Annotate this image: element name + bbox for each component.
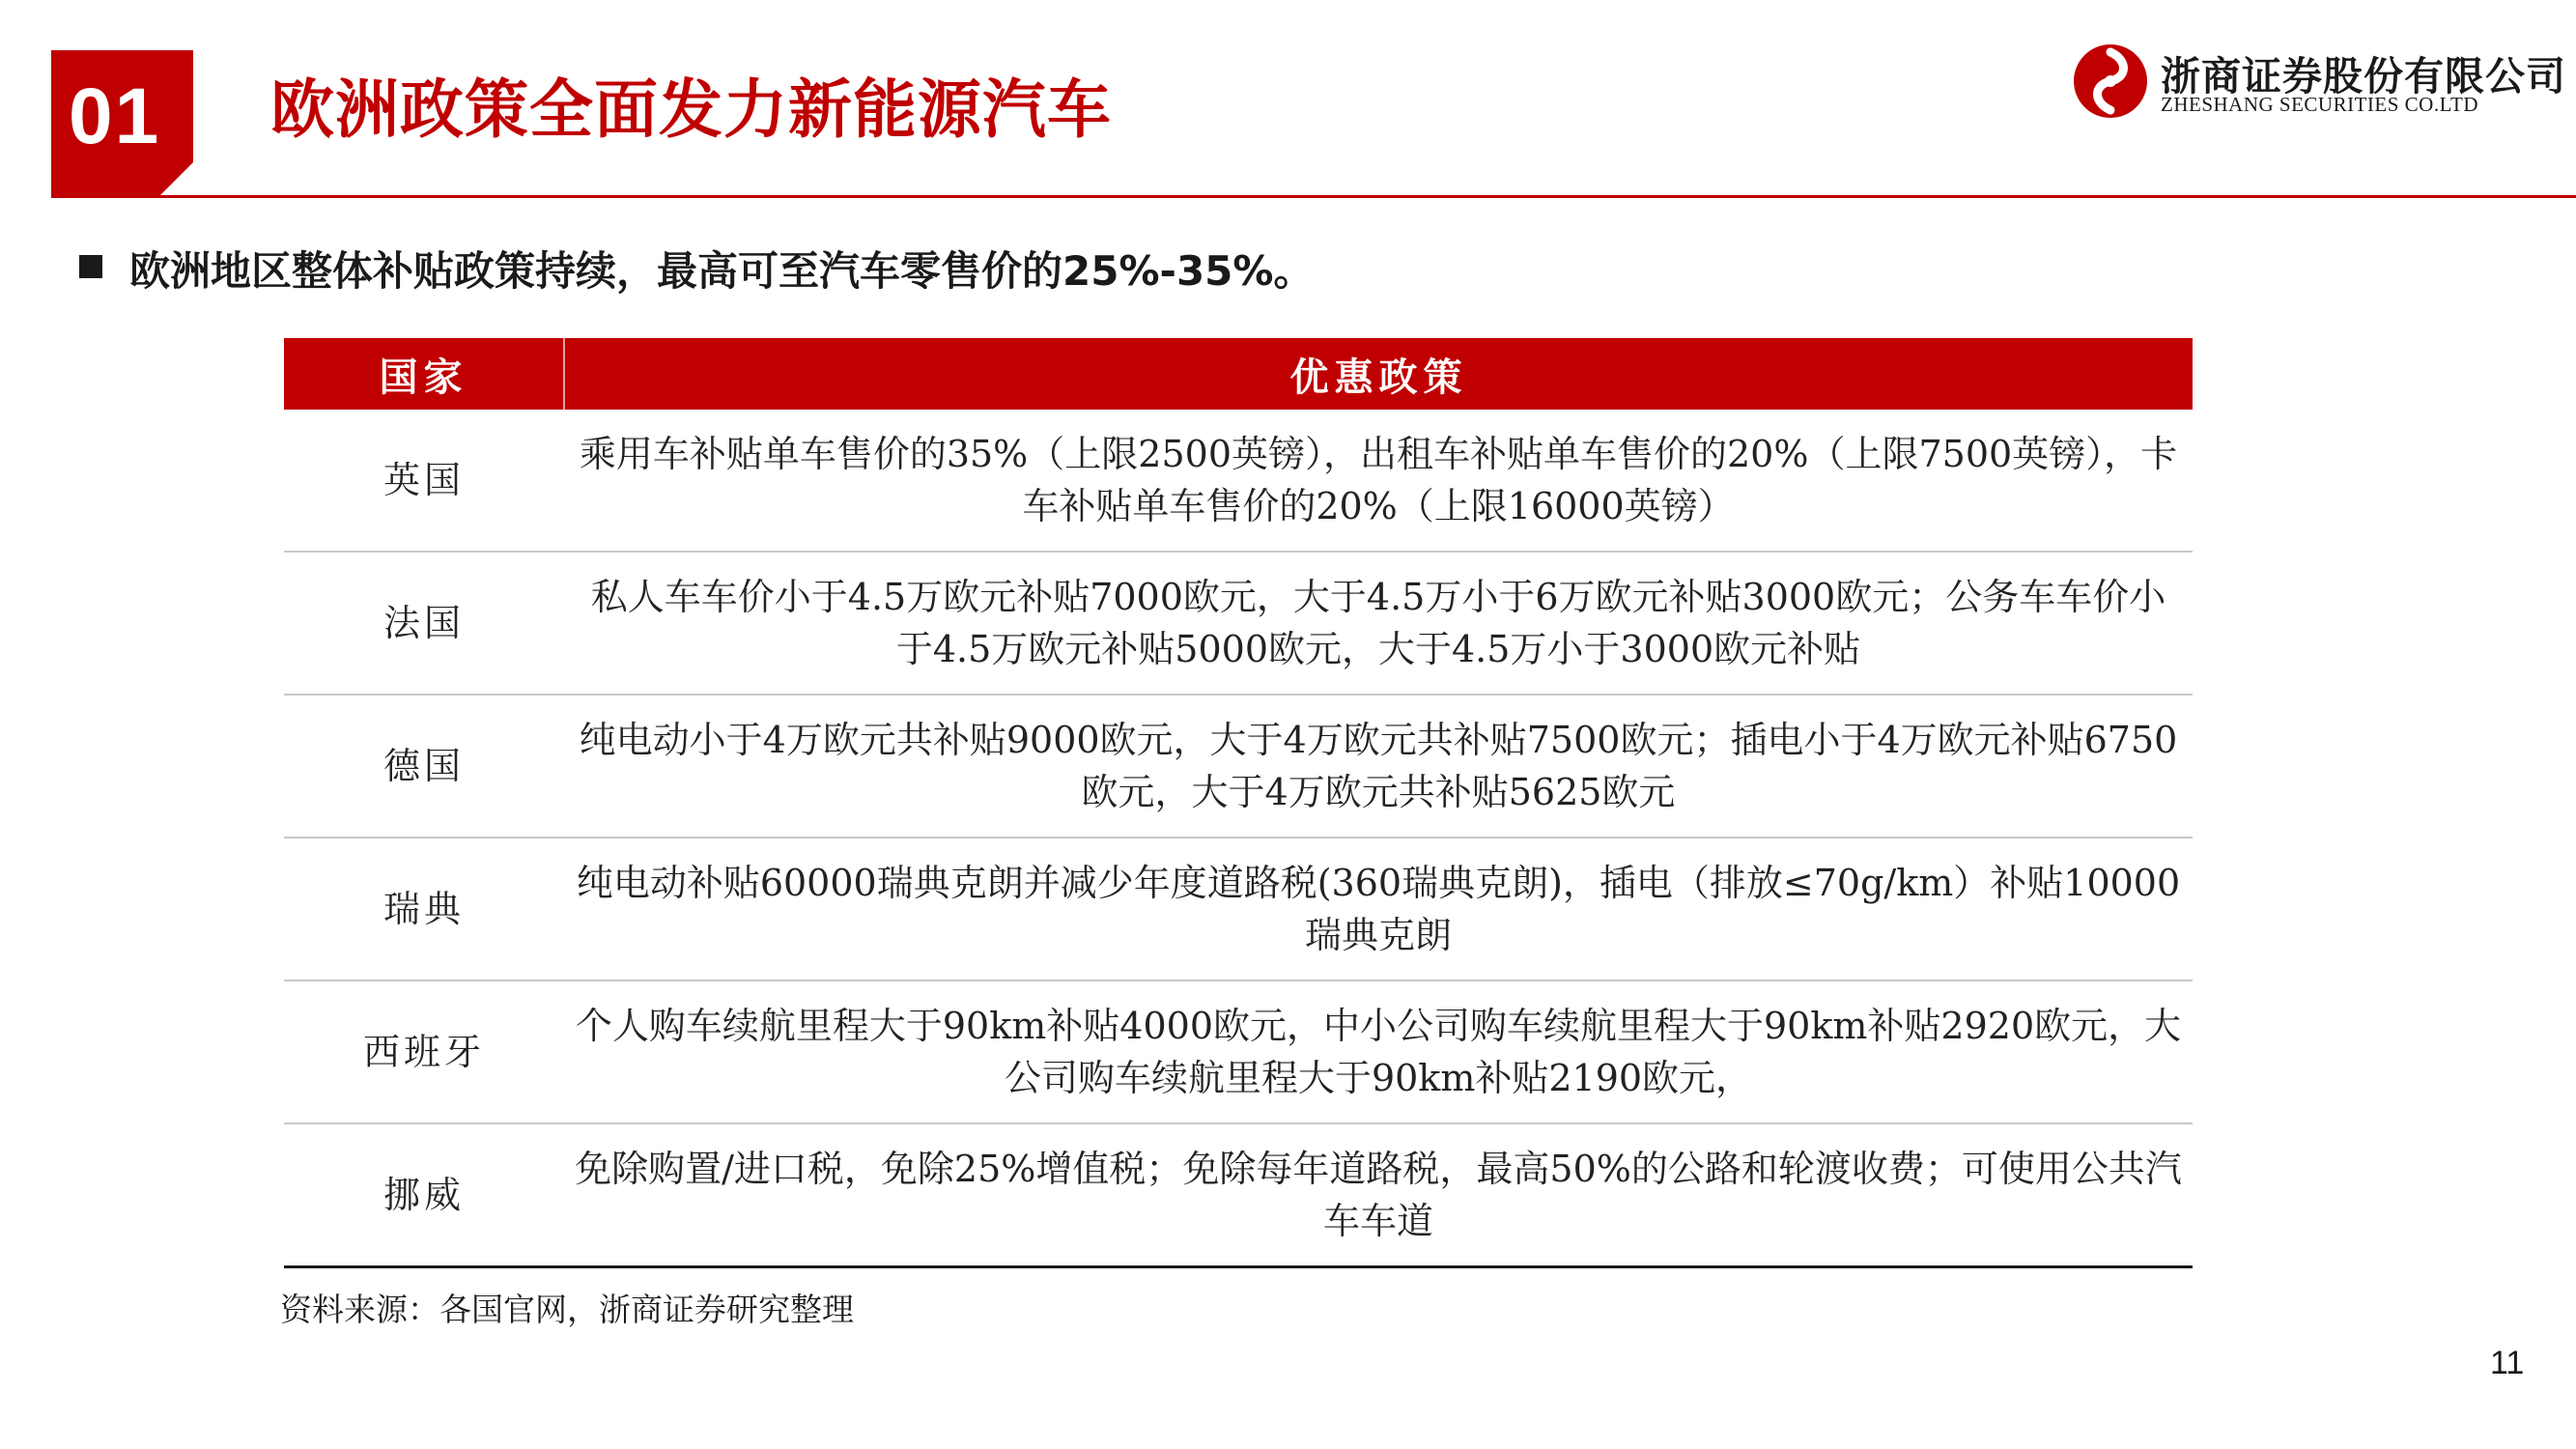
policy-table bbox=[284, 338, 2193, 1268]
policy-cell: 纯电动补贴60000瑞典克朗并减少年度道路税(360瑞典克朗)，插电（排放≤70g/km）补贴10000瑞典克朗 bbox=[564, 838, 2193, 980]
table-row bbox=[284, 838, 2193, 980]
table-header-row bbox=[284, 338, 2193, 410]
table-row bbox=[284, 552, 2193, 695]
logo-name-en: ZHESHANG SECURITIES CO.LTD bbox=[2161, 93, 2478, 116]
column-header-policy: 优惠政策 bbox=[564, 338, 2193, 410]
table-row bbox=[284, 1123, 2193, 1267]
country-cell: 德国 bbox=[284, 695, 564, 838]
table-row bbox=[284, 410, 2193, 552]
policy-cell: 纯电动小于4万欧元共补贴9000欧元，大于4万欧元共补贴7500欧元；插电小于4万欧元补贴6750欧元，大于4万欧元共补贴5625欧元 bbox=[564, 695, 2193, 838]
table-row bbox=[284, 695, 2193, 838]
policy-cell: 私人车车价小于4.5万欧元补贴7000欧元，大于4.5万小于6万欧元补贴3000欧元；公务车车价小于4.5万欧元补贴5000欧元，大于4.5万小于3000欧元补贴 bbox=[564, 552, 2193, 695]
column-header-country: 国家 bbox=[284, 338, 564, 410]
zheshang-logo-icon bbox=[2072, 43, 2149, 120]
policy-cell: 个人购车续航里程大于90km补贴4000欧元，中小公司购车续航里程大于90km补贴2920欧元，大公司购车续航里程大于90km补贴2190欧元， bbox=[564, 980, 2193, 1123]
country-cell: 挪威 bbox=[284, 1123, 564, 1267]
policy-cell: 乘用车补贴单车售价的35%（上限2500英镑），出租车补贴单车售价的20%（上限7500英镑），卡车补贴单车售价的20%（上限16000英镑） bbox=[564, 410, 2193, 552]
page-title: 欧洲政策全面发力新能源汽车 bbox=[270, 72, 1112, 147]
country-cell: 瑞典 bbox=[284, 838, 564, 980]
table-row bbox=[284, 980, 2193, 1123]
company-logo bbox=[2072, 43, 2566, 120]
source-note: 资料来源：各国官网，浙商证券研究整理 bbox=[280, 1291, 854, 1328]
bullet-square-icon bbox=[79, 255, 102, 278]
badge-corner-fold bbox=[158, 162, 193, 197]
country-cell: 英国 bbox=[284, 410, 564, 552]
section-number: 01 bbox=[69, 72, 161, 160]
page-number: 11 bbox=[2490, 1345, 2525, 1381]
country-cell: 西班牙 bbox=[284, 980, 564, 1123]
section-number-badge bbox=[51, 50, 193, 197]
bullet-headline: 欧洲地区整体补贴政策持续，最高可至汽车零售价的25%-35%。 bbox=[129, 247, 1315, 295]
logo-name-cn: 浙商证券股份有限公司 bbox=[2161, 53, 2566, 99]
policy-cell: 免除购置/进口税，免除25%增值税；免除每年道路税，最高50%的公路和轮渡收费；可使用公共汽车车道 bbox=[564, 1123, 2193, 1267]
header-divider bbox=[51, 195, 2576, 198]
country-cell: 法国 bbox=[284, 552, 564, 695]
